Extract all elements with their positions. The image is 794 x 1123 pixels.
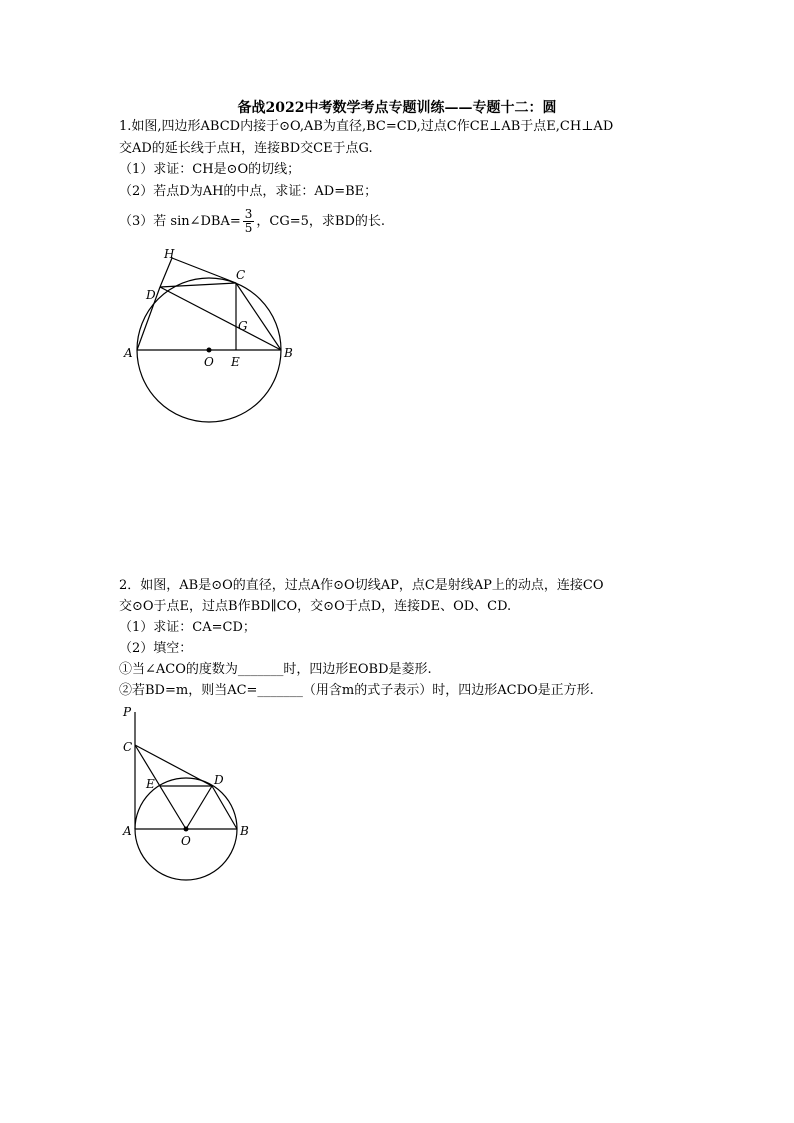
sin-fraction [243, 208, 255, 235]
page-title: 备战2022中考数学考点专题训练——专题十二：圆 [237, 100, 557, 116]
label-b: B [240, 824, 249, 838]
problem1-question3 [119, 208, 385, 235]
segment-od [186, 786, 212, 829]
label-h: H [164, 247, 175, 261]
problem2-figure [118, 700, 258, 885]
segment-dh [160, 258, 172, 287]
label-o: O [181, 834, 191, 848]
label-o: O [204, 355, 214, 369]
problem2-question2b: ②若BD=m，则当AC=_______（用含m的式子表示）时，四边形ACDO是正方形. [119, 683, 594, 698]
problem2-statement-line2: 交⊙O于点E，过点B作BD∥CO，交⊙O于点D，连接DE、OD、CD. [119, 599, 512, 614]
center-point-o [184, 827, 189, 832]
label-d: D [146, 288, 156, 302]
fraction-denominator: 5 [244, 221, 253, 235]
center-point-o [207, 348, 212, 353]
problem1-question3-suffix: ，CG=5，求BD的长. [256, 214, 386, 229]
label-p: P [123, 705, 132, 719]
label-d: D [214, 773, 224, 787]
label-a: A [124, 346, 133, 360]
label-g: G [238, 319, 248, 333]
fraction-numerator: 3 [244, 207, 253, 221]
label-b: B [284, 346, 293, 360]
segment-db [160, 287, 281, 350]
label-a: A [123, 824, 132, 838]
segment-cb [236, 283, 281, 350]
problem1-figure [115, 240, 310, 430]
label-e: E [146, 777, 155, 791]
segment-bd [212, 786, 237, 829]
label-c: C [236, 268, 246, 282]
problem2-question2: （2）填空： [119, 641, 193, 656]
label-e: E [231, 355, 240, 369]
label-c: C [123, 740, 133, 754]
problem1-question1: （1）求证：CH是⊙O的切线； [119, 162, 301, 177]
segment-dc [160, 283, 236, 287]
problem2-question2a: ①当∠ACO的度数为_______时，四边形EOBD是菱形. [119, 662, 432, 677]
segment-hc [172, 258, 236, 283]
problem1-question2: （2）若点D为AH的中点，求证：AD=BE； [119, 184, 378, 199]
segment-co [135, 745, 186, 829]
problem1-statement-line2: 交AD的延长线于点H，连接BD交CE于点G. [119, 141, 373, 156]
problem1-question3-prefix: （3）若 sin∠DBA= [119, 214, 241, 229]
problem1-statement-line1: 1.如图,四边形ABCD内接于⊙O,AB为直径,BC=CD,过点C作CE⊥AB于点E,CH⊥AD [119, 119, 614, 134]
problem2-question1: （1）求证：CA=CD； [119, 620, 256, 635]
problem2-statement-line1: 2．如图，AB是⊙O的直径，过点A作⊙O切线AP，点C是射线AP上的动点，连接CO [119, 578, 604, 593]
